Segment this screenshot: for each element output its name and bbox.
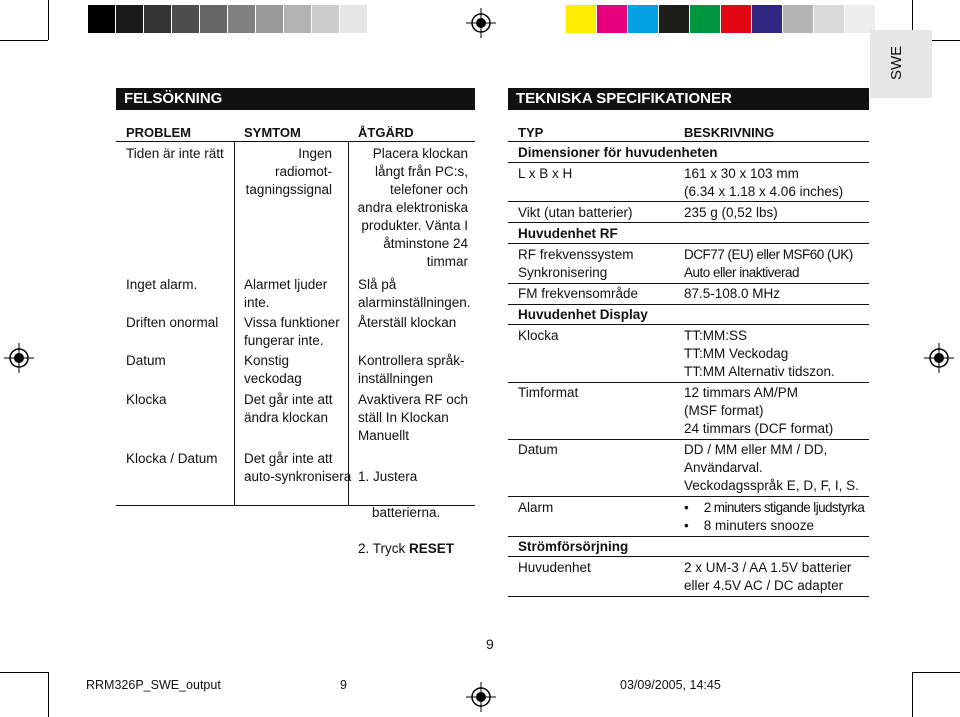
color-swatch [659,5,689,33]
crop-mark [912,672,960,673]
symptom-cell: Konstig veckodag [244,353,302,386]
spec-value: DD / MM eller MM / DD, Användarval. Veckodagsspråk E, D, F, I, S. [684,442,859,493]
table-header-rule [116,141,475,142]
color-swatch [783,5,813,33]
color-swatch [597,5,627,33]
action-step: 2. Tryck RESET [358,541,455,556]
crop-mark [48,672,49,717]
action-cell: Kontrollera språk- inställningen [358,353,465,386]
color-swatch [340,5,367,33]
spec-rule [508,382,869,383]
registration-mark-icon [924,343,954,373]
spec-rule [508,439,869,440]
specs-title: TEKNISKA SPECIFIKATIONER [508,88,869,110]
spec-rule [508,324,869,325]
problem-cell: Klocka [126,392,167,407]
symptom-cell: Ingen radiomot- tagningssignal [245,146,332,197]
specs-header-rule [508,141,869,142]
column-header-type: TYP [518,125,544,140]
action-step: 1. Justera [358,469,418,484]
color-swatch [284,5,311,33]
page-number: 9 [486,636,494,652]
color-swatch [116,5,143,33]
spec-section-heading: Dimensioner för huvudenheten [518,145,718,160]
spec-rule [508,243,869,244]
spec-value: 161 x 30 x 103 mm (6.34 x 1.18 x 4.06 inches) [684,166,844,199]
specs-bottom-rule [508,596,869,597]
color-swatch [312,5,339,33]
action-step: batterierna. [372,505,441,520]
spec-section-heading: Huvudenhet Display [518,307,648,322]
spec-label: L x B x H [518,166,573,181]
action-cell: Återställ klockan [358,315,457,330]
crop-mark [0,40,48,41]
crop-mark [48,0,49,40]
color-swatch [814,5,844,33]
footer-datetime: 03/09/2005, 14:45 [620,678,721,692]
action-cell: Placera klockan långt från PC:s, telefoner och andra elektroniska produkter. Vänta I åtminstone 24 timmar [357,146,468,269]
problem-cell: Driften onormal [126,315,219,330]
spec-section-heading: Huvudenhet RF [518,226,618,241]
language-side-tab [870,30,932,98]
color-swatch [228,5,255,33]
problem-cell: Klocka / Datum [126,451,218,466]
spec-label: FM frekvensområde [518,286,639,301]
spec-label: Huvudenhet [518,560,591,575]
column-header-problem: PROBLEM [126,125,191,140]
color-swatch [566,5,596,33]
troubleshooting-title: FELSÖKNING [116,88,475,110]
symptom-cell: Det går inte att ändra klockan [244,392,333,425]
registration-mark-icon [466,682,496,712]
color-swatch [144,5,171,33]
registration-mark-icon [466,8,496,38]
spec-value: 12 timmars AM/PM (MSF format) 24 timmars (DCF format) [684,385,834,436]
spec-label: Alarm [518,500,554,515]
spec-rule [508,496,869,497]
color-swatch [752,5,782,33]
spec-label: RF frekvenssystem Synkronisering [518,247,634,280]
spec-value: DCF77 (EU) eller MSF60 (UK) Auto eller inaktiverad [684,247,853,280]
footer-filename: RRM326P_SWE_output [86,678,221,692]
column-header-symptom: SYMTOM [244,125,301,140]
spec-value: 2 x UM-3 / AA 1.5V batterier eller 4.5V AC / DC adapter [684,560,852,593]
spec-rule [508,556,869,557]
column-header-action: ÅTGÄRD [358,125,414,140]
column-header-description: BESKRIVNING [684,125,775,140]
spec-label: Klocka [518,328,559,343]
language-tab-label: SWE [888,45,905,80]
symptom-cell: Alarmet ljuder inte. [244,277,328,310]
color-swatch [256,5,283,33]
problem-cell: Datum [126,353,166,368]
spec-label: Datum [518,442,558,457]
problem-cell: Tiden är inte rätt [126,146,224,161]
action-cell: Avaktivera RF och ställ In Klockan Manuellt [358,392,469,443]
color-swatch [628,5,658,33]
spec-label: Vikt (utan batterier) [518,205,633,220]
spec-value: 235 g (0,52 lbs) [684,205,778,220]
crop-mark [912,672,913,717]
alarm-bullet-item: • 2 minuters stigande ljudstyrka [684,500,865,515]
spec-value: 87.5-108.0 MHz [684,286,781,301]
color-swatch [200,5,227,33]
spec-section-heading: Strömförsörjning [518,539,629,554]
spec-label: Timformat [518,385,579,400]
symptom-cell: Vissa funktioner fungerar inte. [244,315,340,348]
color-swatch [690,5,720,33]
crop-mark [0,672,48,673]
action-cell-steps [358,450,454,576]
reset-key-label: RESET [409,541,455,556]
alarm-bullet-item: • 8 minuters snooze [684,518,815,533]
problem-cell: Inget alarm. [126,277,198,292]
symptom-cell: Det går inte att auto-synkronisera [244,451,352,484]
action-cell: Slå på alarminställningen. [358,277,471,310]
spec-rule [508,201,869,202]
color-swatch [845,5,875,33]
column-divider [234,141,235,505]
spec-rule [508,162,869,163]
color-swatch [721,5,751,33]
color-swatch [88,5,115,33]
spec-rule [508,304,869,305]
spec-rule [508,283,869,284]
footer-page: 9 [340,678,347,692]
color-swatch [172,5,199,33]
spec-value: TT:MM:SS TT:MM Veckodag TT:MM Alternativ tidszon. [684,328,835,379]
registration-mark-icon [4,343,34,373]
spec-rule [508,222,869,223]
spec-rule [508,536,869,537]
